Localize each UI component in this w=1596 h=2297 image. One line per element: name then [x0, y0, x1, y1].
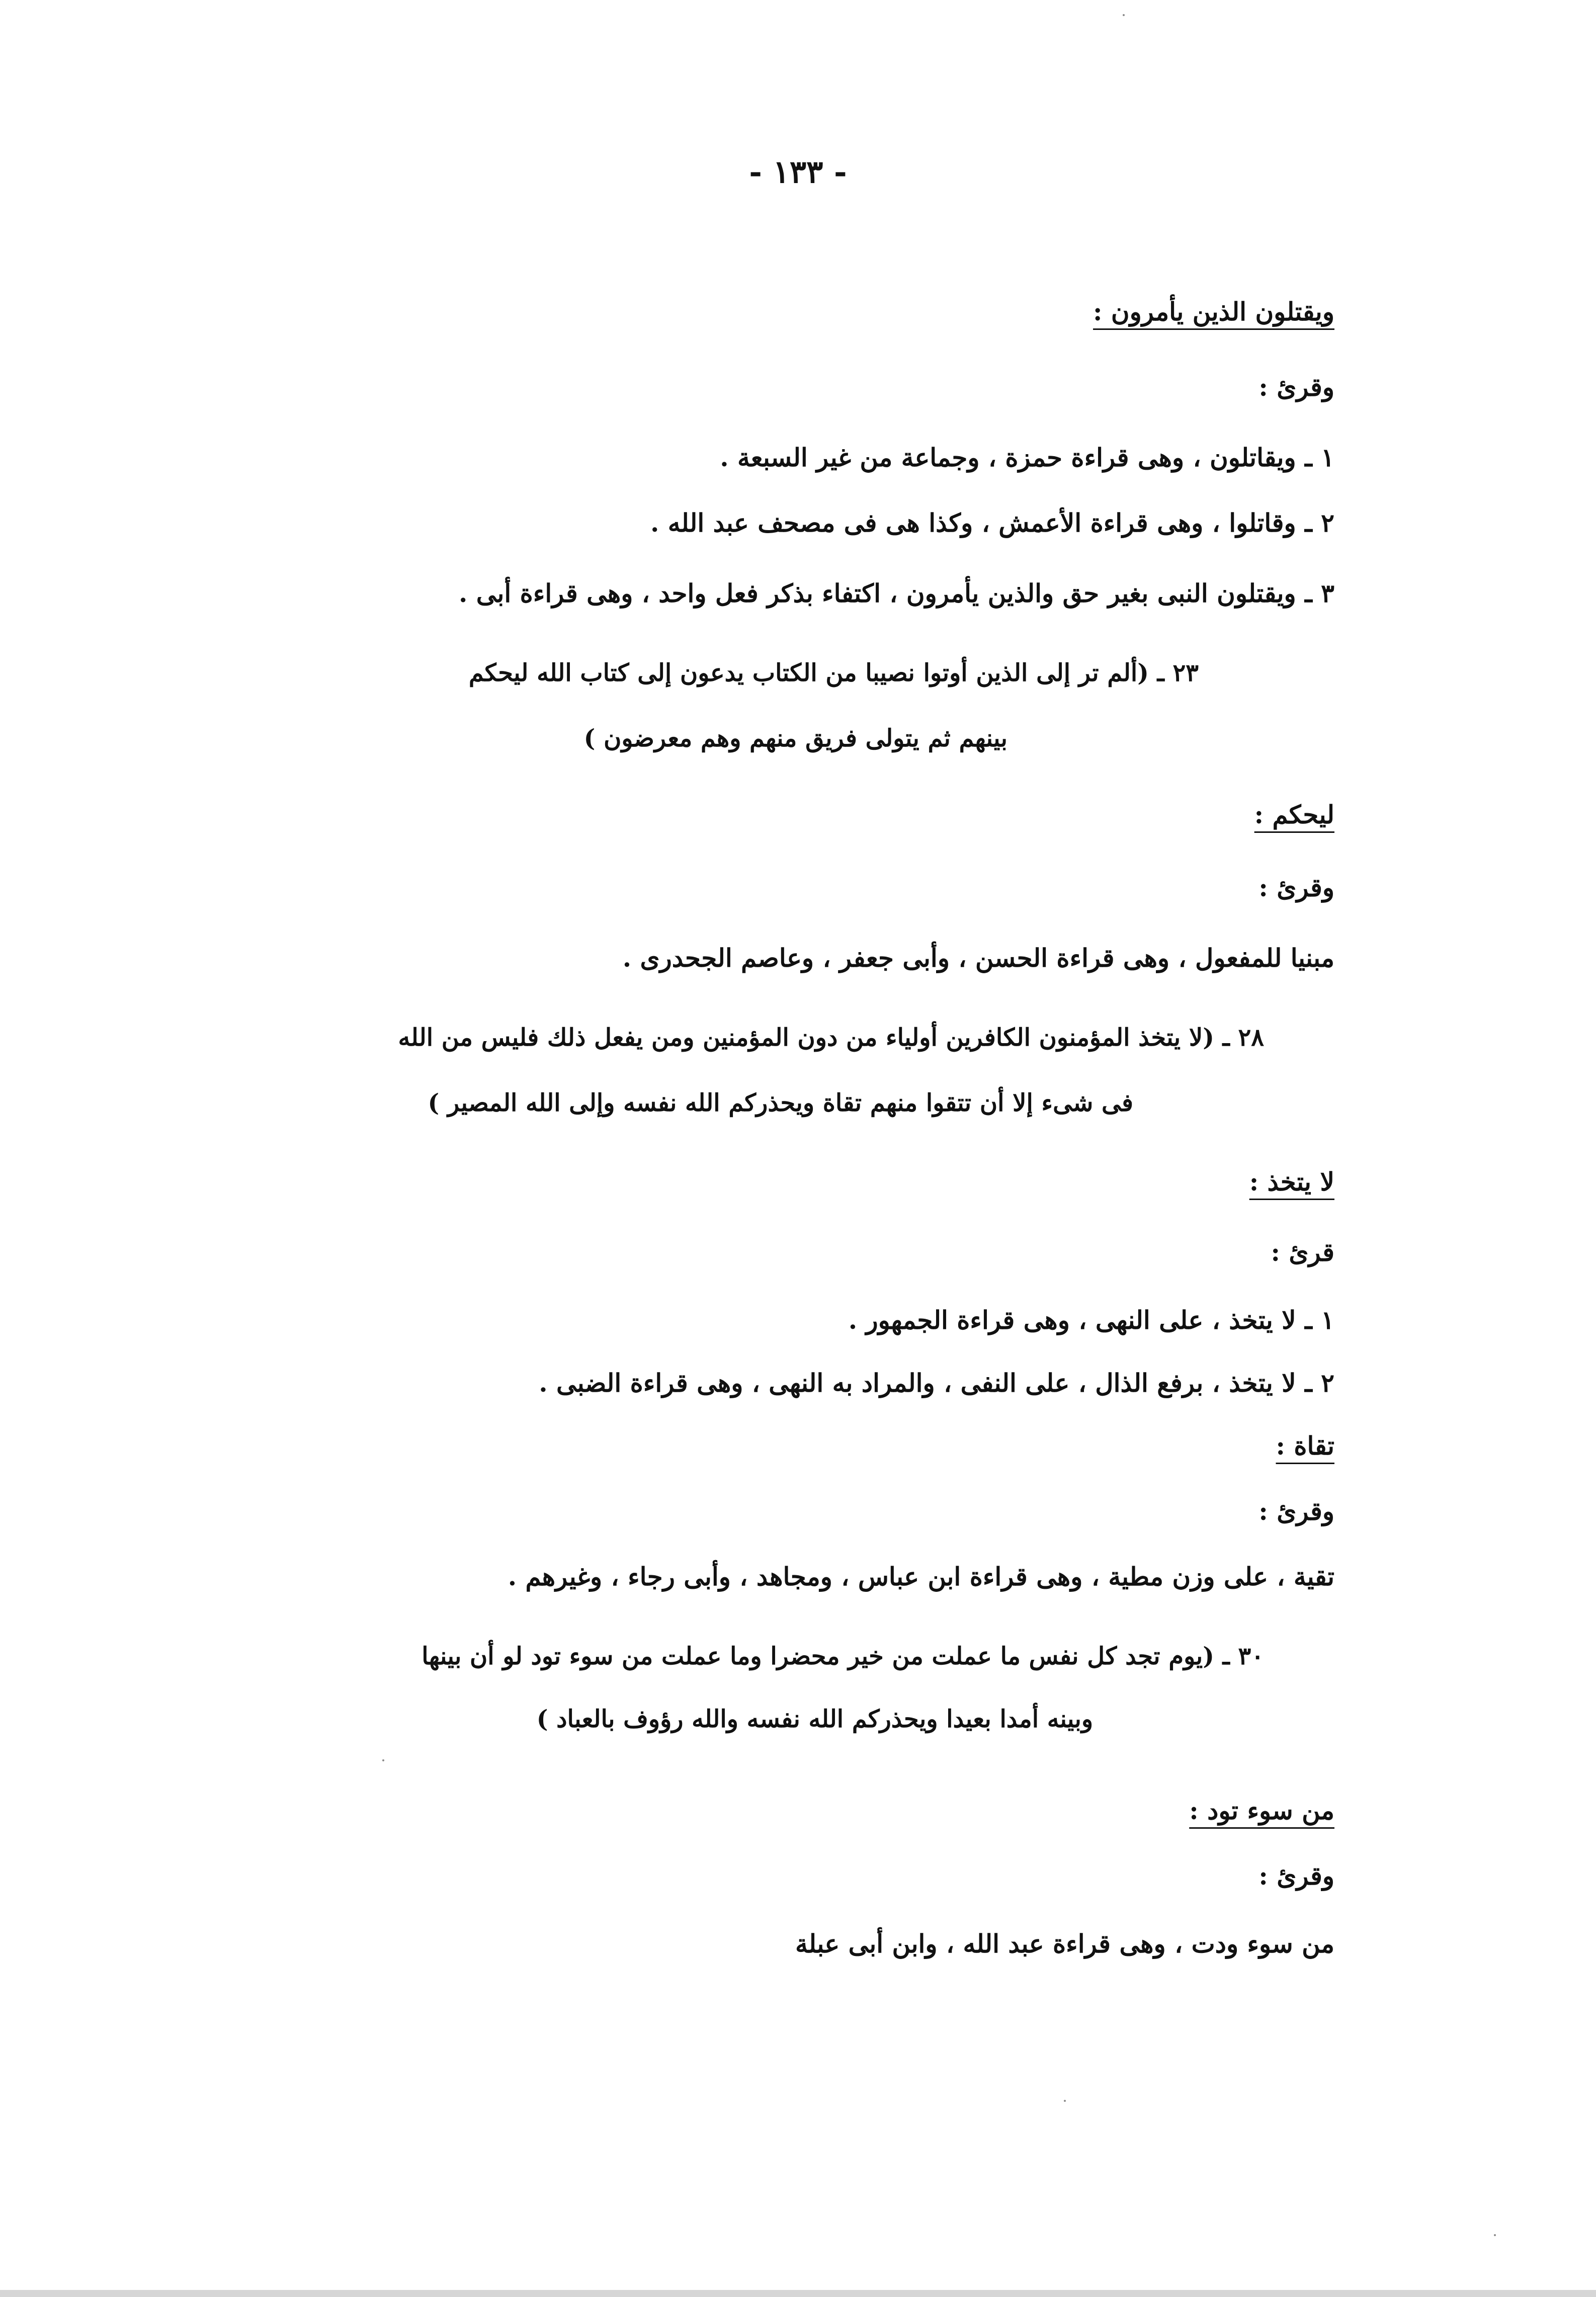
scan-speck [382, 1759, 384, 1761]
section-heading: من سوء تود : [1189, 1796, 1334, 1825]
section-heading: ويقتلون الذين يأمرون : [1093, 297, 1334, 326]
section-heading: ليحكم : [1254, 800, 1334, 829]
section-heading: تقاة : [1276, 1431, 1334, 1461]
scan-speck [1494, 2234, 1496, 2236]
scan-speck [1123, 14, 1125, 16]
reading-item: مبنيا للمفعول ، وهى قراءة الحسن ، وأبى جعفر ، وعاصم الجحدرى . [622, 943, 1334, 973]
reading-label: قرئ : [1271, 1237, 1334, 1267]
reading-item: ٢ ـ وقاتلوا ، وهى قراءة الأعمش ، وكذا هى فى مصحف عبد الله . [650, 508, 1334, 538]
reading-item: تقية ، على وزن مطية ، وهى قراءة ابن عباس ، ومجاهد ، وأبى رجاء ، وغيرهم . [508, 1562, 1334, 1591]
reading-label: وقرئ : [1258, 1496, 1334, 1526]
reading-item: ٣ ـ ويقتلون النبى بغير حق والذين يأمرون ، اكتفاء بذكر فعل واحد ، وهى قراءة أبى . [458, 578, 1334, 608]
reading-item: ١ ـ لا يتخذ ، على النهى ، وهى قراءة الجمهور . [848, 1305, 1334, 1335]
page-number: - ١٣٣ - [749, 153, 847, 190]
reading-item: ١ ـ ويقاتلون ، وهى قراءة حمزة ، وجماعة من غير السبعة . [720, 443, 1334, 472]
scan-speck [1064, 2100, 1066, 2102]
verse-line: ٣٠ ـ (يوم تجد كل نفس ما عملت من خير محضرا وما عملت من سوء تود لو أن بينها [422, 1642, 1264, 1670]
reading-label: وقرئ : [1258, 1861, 1334, 1891]
verse-line: ٢٨ ـ (لا يتخذ المؤمنون الكافرين أولياء من دون المؤمنين ومن يفعل ذلك فليس من الله [398, 1024, 1264, 1052]
reading-item: من سوء ودت ، وهى قراءة عبد الله ، وابن أبى عبلة [795, 1929, 1334, 1959]
verse-line: فى شىء إلا أن تتقوا منهم تقاة ويحذركم الله نفسه وإلى الله المصير ) [428, 1089, 1133, 1117]
verse-line: وبينه أمدا بعيدا ويحذركم الله نفسه والله رؤوف بالعباد ) [536, 1705, 1093, 1733]
verse-line: ٢٣ ـ (ألم تر إلى الذين أوتوا نصيبا من الكتاب يدعون إلى كتاب الله ليحكم [468, 659, 1199, 687]
reading-label: وقرئ : [1258, 372, 1334, 402]
verse-line: بينهم ثم يتولى فريق منهم وهم معرضون ) [583, 724, 1007, 752]
section-heading: لا يتخذ : [1249, 1167, 1334, 1197]
reading-label: وقرئ : [1258, 873, 1334, 902]
scan-bottom-edge [0, 2290, 1596, 2297]
reading-item: ٢ ـ لا يتخذ ، برفع الذال ، على النفى ، والمراد به النهى ، وهى قراءة الضبى . [539, 1368, 1334, 1398]
